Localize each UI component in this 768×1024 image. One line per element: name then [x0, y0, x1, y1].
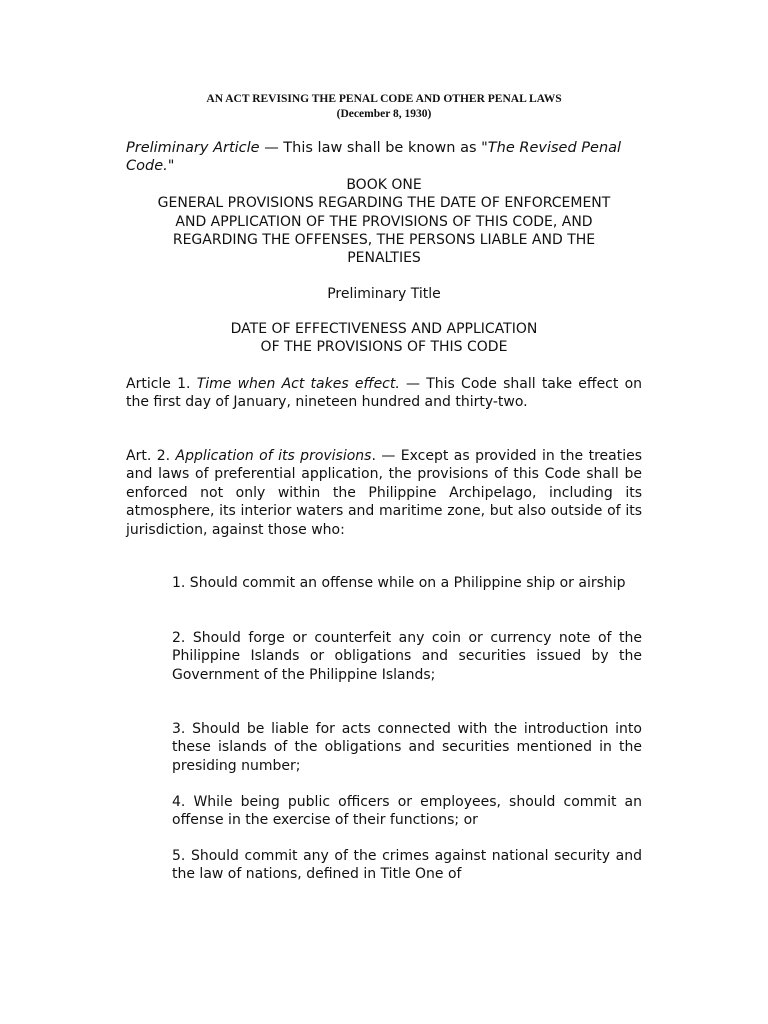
article-1-label: Article 1.	[126, 376, 197, 392]
book-subtitle: GENERAL PROVISIONS REGARDING THE DATE OF ENFORCEMENT AND APPLICATION OF THE PROVISIONS OF THIS CODE, AND REGARDING THE OFFENSES, THE PERSONS LIABLE AND THE PENALTIES	[157, 195, 611, 267]
book-one-heading	[156, 176, 612, 267]
list-item: 4. While being public officers or employees, should commit an offense in the exercise of their functions; or	[172, 794, 642, 829]
list-item: 1. Should commit an offense while on a Philippine ship or airship	[172, 575, 626, 591]
preliminary-article-label: Preliminary Article	[126, 140, 260, 156]
section-title-line-2: OF THE PROVISIONS OF THIS CODE	[260, 339, 508, 356]
book-title: BOOK ONE	[346, 177, 422, 193]
section-title	[156, 320, 612, 357]
section-title-line-1: DATE OF EFFECTIVENESS AND APPLICATION	[230, 321, 538, 337]
preliminary-article-name: "The Revised Penal Code."	[126, 140, 622, 174]
act-heading	[0, 92, 768, 122]
article-1	[126, 375, 642, 412]
list-item: 2. Should forge or counterfeit any coin or currency note of the Philippine Islands or obligations and securities issued by the Government of the Philippine Islands;	[172, 630, 642, 683]
preliminary-article	[126, 139, 642, 175]
article-1-text: — This Code shall take effect on the first day of January, nineteen hundred and thirty-two.	[126, 376, 643, 411]
article-2-heading: Application of its provisions	[175, 448, 372, 464]
article-2	[126, 447, 642, 539]
preliminary-title: Preliminary Title	[327, 286, 441, 302]
preliminary-article-text: — This law shall be known as	[259, 140, 482, 156]
list-item: 3. Should be liable for acts connected with the introduction into these islands of the obligations and securities mentioned in the presiding number;	[172, 721, 642, 774]
article-2-text: . — Except as provided in the treaties and laws of preferential application, the provisions of this Code shall be enforced not only within the Philippine Archipelago, including its atmosphere, its interior waters and maritime zone, but also outside of its jurisdiction, against those who:	[126, 448, 643, 538]
article-2-label: Art. 2.	[126, 448, 176, 464]
list-item: 5. Should commit any of the crimes against national security and the law of nations, defined in Title One of	[172, 848, 642, 883]
act-date: (December 8, 1930)	[336, 108, 432, 120]
article-1-heading: Time when Act takes effect.	[196, 376, 400, 392]
act-title: AN ACT REVISING THE PENAL CODE AND OTHER PENAL LAWS	[206, 93, 562, 105]
